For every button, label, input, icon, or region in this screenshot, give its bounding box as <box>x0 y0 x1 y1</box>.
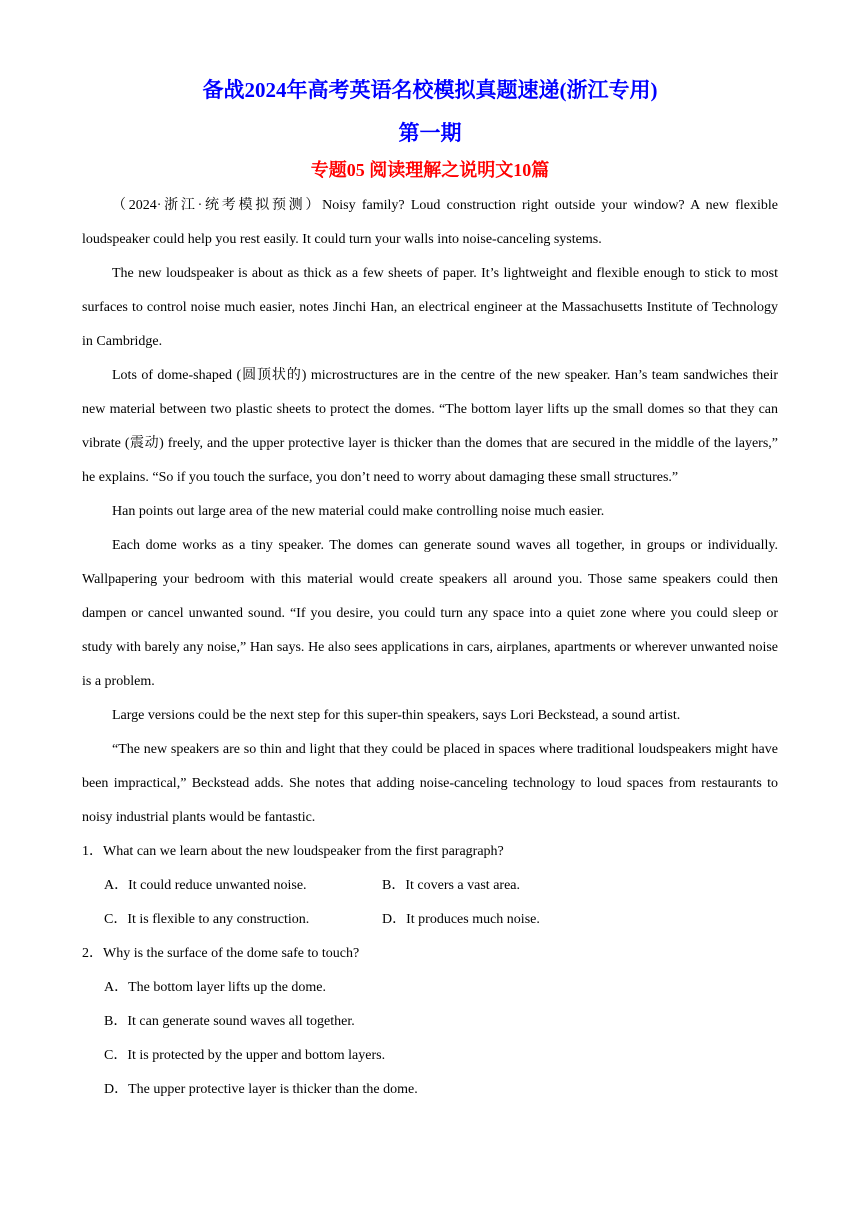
passage-paragraph: Lots of dome-shaped (圆顶状的) microstructures are in the centre of the new speaker. Han’s team sandwiches their new material between two plastic sheets to protect the domes. “The bottom layer lifts up the small domes so that they can vibrate (震动) freely, and the upper protective layer is thicker than the domes that are secured in the middle of the layers,” he explains. “So if you touch the surface, you don’t need to worry about damaging these small structures.” <box>82 368 778 485</box>
passage-paragraph: Large versions could be the next step for this super-thin speakers, says Lori Beckstead, a sound artist. <box>112 708 681 723</box>
passage-paragraph: Each dome works as a tiny speaker. The domes can generate sound waves all together, in groups or individually. Wallpapering your bedroom with this material would create speakers all around you. Those same speakers could then dampen or cancel unwanted sound. “If you desire, you could turn any space into a quiet zone where you could sleep or study with barely any noise,” Han says. He also sees applications in cars, airplanes, apartments or wherever unwanted noise is a problem. <box>82 538 778 689</box>
question-2 <box>82 937 778 1107</box>
option-b: B．It can generate sound waves all together. <box>104 1014 355 1029</box>
passage-paragraph: “The new speakers are so thin and light that they could be placed in spaces where traditional loudspeakers might have been impractical,” Beckstead adds. She notes that adding noise-canceling technology to loud spaces from restaurants to noisy industrial plants would be fantastic. <box>82 742 778 825</box>
option-c: C．It is protected by the upper and bottom layers. <box>104 1048 386 1063</box>
question-stem: 1．What can we learn about the new loudspeaker from the first paragraph? <box>82 844 504 859</box>
document-title: 备战2024年高考英语名校模拟真题速递(浙江专用) <box>202 78 658 102</box>
issue-title: 第一期 <box>398 121 462 145</box>
passage-paragraph: Han points out large area of the new material could make controlling noise much easier. <box>112 504 605 519</box>
option-d: D．It produces much noise. <box>382 912 540 927</box>
option-d: D．The upper protective layer is thicker than the dome. <box>104 1082 418 1097</box>
document-page <box>82 70 778 1107</box>
reading-passage <box>82 189 778 835</box>
passage-paragraph: （2024·浙江·统考模拟预测）Noisy family? Loud construction right outside your window? A new flexible loudspeaker could help you rest easily. It could turn your walls into noise-canceling systems. <box>82 198 778 247</box>
passage-paragraph: The new loudspeaker is about as thick as a few sheets of paper. It’s lightweight and flexible enough to stick to most surfaces to control noise much easier, notes Jinchi Han, an electrical engineer at the Massachusetts Institute of Technology in Cambridge. <box>82 266 778 349</box>
option-a: A．The bottom layer lifts up the dome. <box>104 980 327 995</box>
question-stem: 2．Why is the surface of the dome safe to touch? <box>82 946 360 961</box>
option-list <box>82 971 778 1107</box>
option-b: B．It covers a vast area. <box>382 878 520 893</box>
option-a: A．It could reduce unwanted noise. <box>104 878 307 893</box>
option-c: C．It is flexible to any construction. <box>104 912 310 927</box>
question-1 <box>82 835 778 937</box>
topic-title: 专题05 阅读理解之说明文10篇 <box>310 160 550 180</box>
option-list <box>82 869 778 937</box>
